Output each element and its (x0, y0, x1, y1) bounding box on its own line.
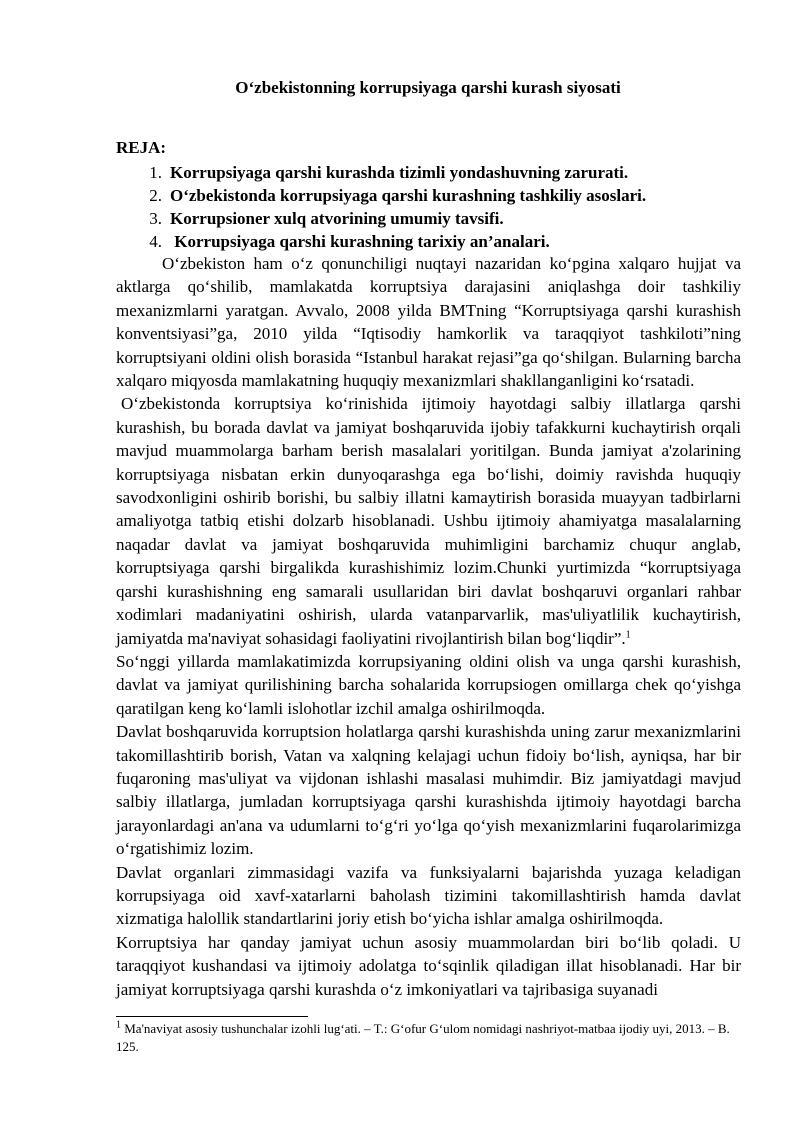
plan-item-text: Korrupsiyaga qarshi kurashning tarixiy an’analari. (170, 232, 550, 251)
plan-item-text: O‘zbekistonda korrupsiyaga qarshi kurashning tashkiliy asoslari. (170, 186, 647, 205)
footnote (116, 1020, 741, 1056)
plan-item-number: 3. (149, 209, 162, 228)
plan-item-number: 4. (149, 232, 162, 251)
body-paragraph: Korruptsiya har qanday jamiyat uchun asosiy muammolardan biri bo‘lib qoladi. U taraqqiyot kushandasi va ijtimoiy adolatga to‘sqinlik qiladigan illat hisoblanadi. Har bir jamiyat korruptsiyaga qarshi kurashda o‘z imkoniyatlari va tajribasiga suyanadi (116, 932, 741, 999)
body-paragraph: O‘zbekiston ham o‘z qonunchiligi nuqtayi nazaridan ko‘pgina xalqaro hujjat va aktlarga qo‘shilib, mamlakatda korruptsiya darajasini aniqlashga doir tashkiliy mexanizmlarni yaratgan. Avvalo, 2008 yilda BMTning “Korruptsiyaga qarshi kurashish konventsiyasi”ga, 2010 yilda “Iqtisodiy hamkorlik va taraqqiyot tashkiloti”ning korruptsiyani oldini olish borasida “Istanbul harakat rejasi”ga qo‘shilgan. Bularning barcha xalqaro miqyosda mamlakatning huquqiy mexanizmlari shakllanganligini ko‘rsatadi. (116, 254, 741, 391)
plan-item-text: Korrupsiyaga qarshi kurashda tizimli yondashuvning zarurati. (170, 163, 629, 182)
body-paragraph: So‘nggi yillarda mamlakatimizda korrupsiyaning oldini olish va unga qarshi kurashish, davlat va jamiyat qurilishining barcha sohalarida korrupsiogen omillarga chek qo‘yishga qaratilgan keng ko‘lamli islohotlar izchil amalga oshirilmoqda. (116, 651, 741, 718)
body-paragraph-text: O‘zbekistonda korruptsiya ko‘rinishida ijtimoiy hayotdagi salbiy illatlarga qarshi kurashish, bu borada davlat va jamiyat boshqaruvida ijobiy tafakkurni kuchaytirish orqali mavjud muammolarga barham berish masalalari yoritilgan. Bunda jamiyat a'zolarining korruptsiyaga nisbatan erkin dunyoqarashga ega bo‘lishi, doimiy ravishda huquqiy savodxonligini oshirib borishi, bu salbiy illatni kamaytirish borasida muayyan tadbirlarni amaliyotga tatbiq etishi dolzarb hisoblanadi. Ushbu ijtimoiy ahamiyatga masalalarning naqadar davlat va jamiyat boshqaruvida muhimligini barchamiz chuqur anglab, korruptsiyaga qarshi birgalikda kurashishimiz lozim.Chunki yurtimizda “korruptsiyaga qarshi kurashishning eng samarali usullaridan biri davlat boshqaruvi organlari rahbar xodimlari madaniyatini oshirish, ularda vatanparvarlik, mas'uliyatlilik kuchaytirish, jamiyatda ma'naviyat sohasidagi faoliyatini rivojlantirish bilan bog‘liqdir”. (116, 394, 741, 648)
plan-heading: REJA: (116, 138, 167, 157)
plan-item (116, 207, 756, 230)
footnote-separator (116, 1016, 308, 1017)
plan-list (116, 161, 756, 253)
plan-item-number: 1. (149, 163, 162, 182)
footnote-marker: 1 (116, 1019, 121, 1031)
plan-item (116, 230, 756, 253)
document-body (116, 252, 741, 1001)
plan-item (116, 184, 756, 207)
document-title: O‘zbekistonning korrupsiyaga qarshi kurash siyosati (235, 78, 621, 97)
body-paragraph: Davlat boshqaruvida korruptsion holatlarga qarshi kurashishda uning zarur mexanizmlarini takomillashtirib borish, Vatan va xalqning kelajagi uchun fidoiy bo‘lish, ayniqsa, har bir fuqaroning mas'uliyat va vijdonan ishlashi masalasi muhimdir. Biz jamiyatdagi mavjud salbiy illatlarga, jumladan korruptsiyaga qarshi kurashishda ijtimoiy hayotdagi barcha jarayonlardagi an'ana va udumlarni to‘g‘ri yo‘lga qo‘yish mexanizmlarini fuqarolarimizga o‘rgatishimiz lozim. (116, 722, 741, 859)
body-paragraph (116, 392, 741, 649)
body-paragraph: Davlat organlari zimmasidagi vazifa va funksiyalarni bajarishda yuzaga keladigan korrupsiyaga oid xavf-xatarlarni baholash tizimini takomillashtirish hamda davlat xizmatiga halollik standartlarini joriy etish bo‘yicha ishlar amalga oshirilmoqda. (116, 862, 741, 929)
footnote-text: Ma'naviyat asosiy tushunchalar izohli lug‘ati. – T.: G‘ofur G‘ulom nomidagi nashriyot-matbaa ijodiy uyi, 2013. – B. 125. (116, 1021, 730, 1054)
plan-item (116, 161, 756, 184)
plan-item-number: 2. (149, 186, 162, 205)
plan-item-text: Korrupsioner xulq atvorining umumiy tavsifi. (170, 209, 504, 228)
footnote-reference: 1 (625, 628, 631, 640)
